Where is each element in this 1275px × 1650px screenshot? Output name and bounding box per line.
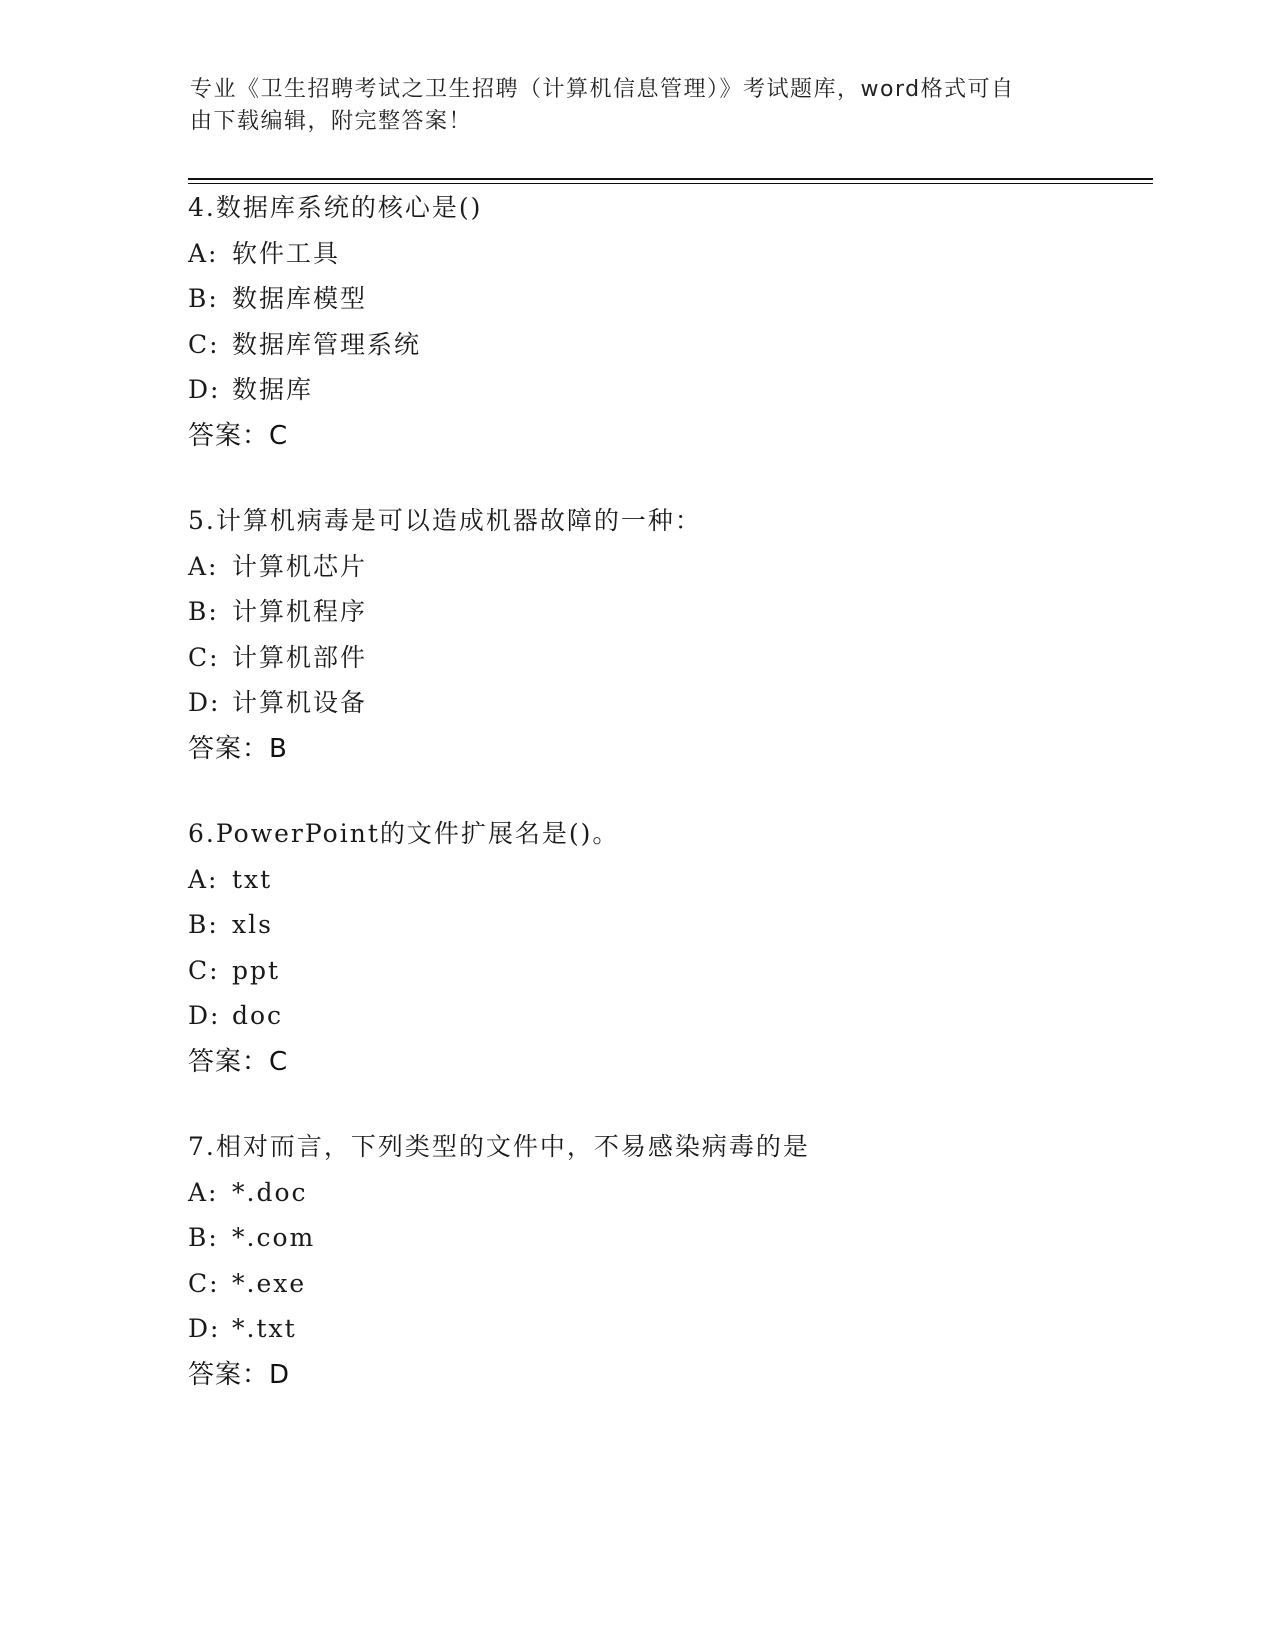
option-text: 计算机设备 — [232, 688, 368, 717]
option-text: *.exe — [232, 1268, 307, 1298]
option-text: 计算机芯片 — [232, 551, 368, 581]
option-b — [188, 597, 1148, 627]
option-key: D: — [188, 1001, 221, 1030]
option-c — [188, 330, 1148, 360]
header-line-2: 由下载编辑，附完整答案！ — [190, 109, 473, 134]
option-key: A: — [188, 1177, 219, 1207]
option-key: B: — [188, 597, 219, 626]
option-key: C: — [188, 955, 220, 985]
option-d — [188, 1314, 1148, 1344]
answer-line: 答案：B — [188, 733, 288, 764]
option-a — [188, 865, 1148, 895]
question-block — [188, 1132, 1148, 1390]
option-key: A: — [188, 551, 219, 581]
option-key: B: — [188, 910, 219, 939]
option-text: 软件工具 — [232, 238, 341, 268]
option-text: xls — [232, 910, 273, 939]
answer-line: 答案：D — [188, 1359, 291, 1390]
option-text: *.txt — [232, 1314, 297, 1343]
question-stem: 6.PowerPoint的文件扩展名是()。 — [188, 819, 620, 848]
header-divider-thick — [188, 178, 1153, 180]
option-text: *.com — [232, 1223, 316, 1252]
document-header — [190, 74, 1090, 138]
option-a — [188, 239, 1148, 269]
header-line-1: 专业《卫生招聘考试之卫生招聘（计算机信息管理）》考试题库，word格式可自 — [190, 77, 1015, 102]
option-key: C: — [188, 329, 220, 359]
option-text: doc — [232, 1001, 284, 1030]
option-b — [188, 910, 1148, 940]
option-text: txt — [232, 864, 273, 894]
option-text: 数据库管理系统 — [232, 329, 422, 359]
option-b — [188, 1223, 1148, 1253]
question-block — [188, 506, 1148, 764]
header-divider-thin — [188, 183, 1153, 184]
option-text: 计算机部件 — [232, 642, 368, 672]
option-c — [188, 643, 1148, 673]
option-key: D: — [188, 375, 221, 404]
question-block — [188, 819, 1148, 1077]
option-text: ppt — [232, 955, 281, 985]
question-stem: 5.计算机病毒是可以造成机器故障的一种： — [188, 506, 702, 535]
option-text: 数据库模型 — [232, 284, 368, 313]
option-b — [188, 284, 1148, 314]
option-key: B: — [188, 284, 219, 313]
option-text: *.doc — [232, 1177, 308, 1207]
option-key: A: — [188, 864, 219, 894]
answer-line: 答案：C — [188, 1046, 289, 1077]
question-stem: 7.相对而言，下列类型的文件中，不易感染病毒的是 — [188, 1132, 810, 1161]
option-d — [188, 1001, 1148, 1031]
option-a — [188, 1178, 1148, 1208]
option-text: 计算机程序 — [232, 597, 368, 626]
option-text: 数据库 — [232, 375, 314, 404]
option-key: C: — [188, 642, 220, 672]
option-key: B: — [188, 1223, 219, 1252]
option-a — [188, 552, 1148, 582]
option-c — [188, 956, 1148, 986]
option-d — [188, 688, 1148, 718]
option-key: A: — [188, 238, 219, 268]
option-c — [188, 1269, 1148, 1299]
option-key: C: — [188, 1268, 220, 1298]
option-key: D: — [188, 1314, 221, 1343]
answer-line: 答案：C — [188, 420, 289, 451]
option-d — [188, 375, 1148, 405]
option-key: D: — [188, 688, 221, 717]
question-block — [188, 193, 1148, 451]
question-stem: 4.数据库系统的核心是() — [188, 193, 483, 222]
